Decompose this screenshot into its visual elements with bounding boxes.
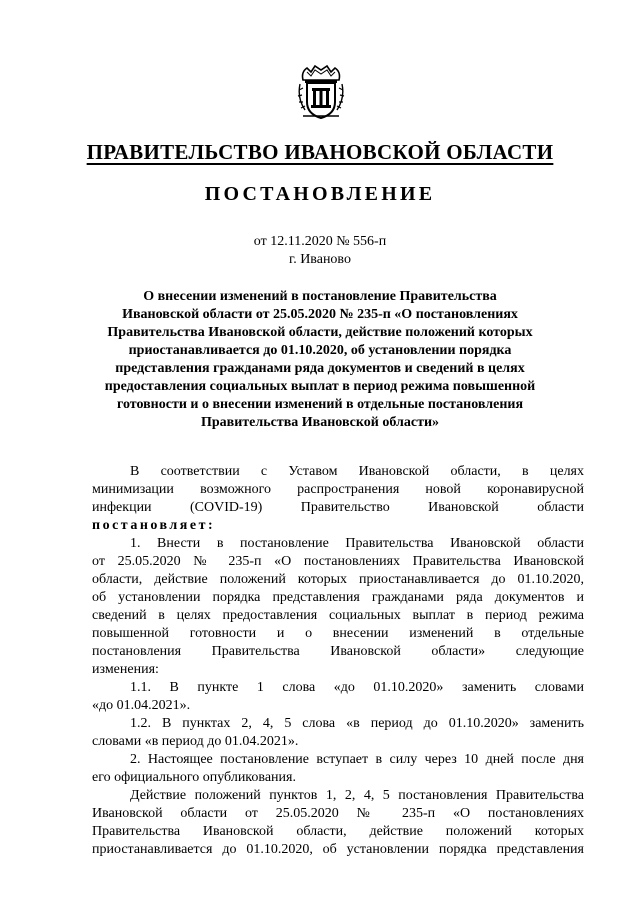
city: г. Иваново: [289, 252, 351, 267]
body-line: изменения:: [92, 662, 159, 677]
document-meta: [60, 233, 580, 269]
document-body: [92, 463, 584, 859]
subject-line: предоставления социальных выплат в период режима повышенной: [104, 379, 536, 394]
body-line: приостанавливается до 01.10.2020, об установлении порядка представления: [92, 842, 584, 857]
body-line: инфекции (COVID-19) Правительство Ивановской области: [92, 500, 584, 515]
body-line: 2. Настоящее постановление вступает в силу через 10 дней после дня: [130, 752, 584, 767]
body-line: сведений в целях предоставления социальных выплат в период режима: [92, 608, 584, 623]
body-line: Ивановской области от 25.05.2020 № 235-п «О постановлениях: [92, 806, 584, 821]
date-number: от 12.11.2020 № 556-п: [253, 234, 387, 249]
body-line: минимизации возможного распространения новой коронавирусной: [92, 482, 584, 497]
body-line: повышенной готовности и о внесении изменений в отдельные: [92, 626, 584, 641]
body-line-resolves: постановляет:: [92, 518, 216, 533]
body-line: 1.2. В пунктах 2, 4, 5 слова «в период до 01.10.2020» заменить: [130, 716, 584, 731]
body-line: 1. Внести в постановление Правительства Ивановской области: [130, 536, 584, 551]
government-title: ПРАВИТЕЛЬСТВО ИВАНОВСКОЙ ОБЛАСТИ: [86, 140, 554, 164]
body-line: словами «в период до 01.04.2021».: [92, 734, 299, 749]
document-type: ПОСТАНОВЛЕНИЕ: [204, 183, 436, 205]
body-line: Правительства Ивановской области, действие положений которых: [92, 824, 584, 839]
body-line: его официального опубликования.: [92, 770, 296, 785]
body-line: «до 01.04.2021».: [92, 698, 191, 713]
body-line: постановления Правительства Ивановской области» следующие: [92, 644, 584, 659]
subject-line: Правительства Ивановской области, действие положений которых: [107, 325, 533, 340]
document-subject: [96, 288, 544, 432]
body-line: 1.1. В пункте 1 слова «до 01.10.2020» заменить словами: [130, 680, 584, 695]
subject-line: готовности и о внесении изменений в отдельные постановления: [116, 397, 524, 412]
body-line: Действие положений пунктов 1, 2, 4, 5 постановления Правительства: [130, 788, 584, 803]
body-line: В соответствии с Уставом Ивановской области, в целях: [130, 464, 584, 479]
coat-of-arms-icon: [297, 62, 345, 122]
subject-line: Ивановской области от 25.05.2020 № 235-п «О постановлениях: [122, 307, 518, 322]
body-line: области, действие положений которых приостанавливается до 01.10.2020,: [92, 572, 584, 587]
subject-line: представления гражданами ряда документов и сведений в целях: [115, 361, 525, 376]
subject-line: О внесении изменений в постановление Правительства: [143, 289, 497, 304]
body-line: об установлении порядка представления гражданами ряда документов и: [92, 590, 584, 605]
subject-line: приостанавливается до 01.10.2020, об установлении порядка: [128, 343, 512, 358]
body-line: от 25.05.2020 № 235-п «О постановлениях Правительства Ивановской: [92, 554, 584, 569]
subject-line: Правительства Ивановской области»: [200, 415, 440, 430]
